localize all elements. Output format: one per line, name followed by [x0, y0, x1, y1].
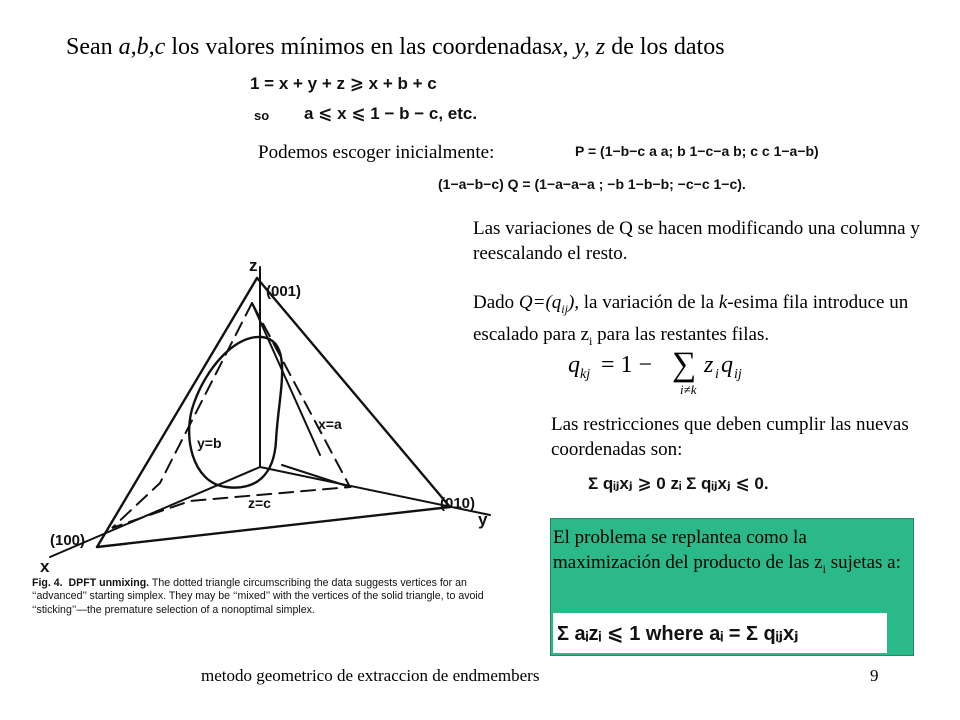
label-vertex-100: (100): [50, 532, 86, 549]
variations-paragraph: Las variaciones de Q se hacen modificando una columna y reescalando el resto.: [473, 218, 920, 264]
label-x-equals-a: x=a: [318, 416, 342, 432]
constraint-equation: Σ aᵢzᵢ ⩽ 1 where aᵢ = Σ qᵢⱼxⱼ: [557, 623, 799, 645]
row-variation-paragraph: Dado $Q=(q_{ij})$, la variación de la k-esima fila introduce un escalado para $z_i$ para las restantes filas.: [473, 292, 909, 348]
label-vertex-001: (001): [266, 283, 302, 300]
formula-q-kj-sub: kj: [580, 367, 591, 382]
dashed-simplex: [112, 303, 350, 528]
label-y-axis: y: [478, 510, 488, 529]
p-matrix-equation: P = (1−b−c a a; b 1−c−a b; c c 1−a−b): [575, 143, 819, 159]
formula-sum-sign: ∑: [672, 346, 697, 383]
edge-z-x: [97, 278, 257, 547]
slide-title: Sean a,b,c los valores mínimos en las coordenadasx, y, z de los datos: [66, 34, 725, 60]
problem-statement-text: El problema se replantea como la maximización del producto de las $z_i$ sujetas a:: [553, 527, 901, 576]
simplex-diagram: [20, 245, 520, 575]
so-label: so: [254, 108, 270, 123]
edge-x-y: [97, 507, 450, 547]
simplex-figure: [20, 245, 520, 580]
slide-footer: metodo geometrico de extraccion de endmembers: [201, 666, 540, 685]
formula-sum-index: i≠k: [680, 382, 697, 397]
rescale-formula-graphic: [568, 341, 768, 399]
formula-z: z: [704, 352, 714, 378]
formula-z-sub: i: [715, 367, 719, 382]
label-z-equals-c: z=c: [248, 495, 271, 511]
rescale-formula: [568, 341, 768, 404]
label-y-equals-b: y=b: [197, 435, 222, 451]
q-matrix-equation: (1−a−b−c) Q = (1−a−a−a ; −b 1−b−b; −c−c 1−c).: [438, 176, 746, 192]
restrictions-paragraph: Las restricciones que deben cumplir las nuevas coordenadas son:: [551, 414, 909, 460]
formula-q-ij-sub: ij: [734, 367, 742, 382]
label-z-axis: z: [249, 256, 258, 275]
label-vertex-010: (010): [440, 495, 476, 512]
formula-q-ij: q: [721, 352, 733, 378]
formula-equals: = 1 −: [595, 352, 659, 378]
equation-range-bound: so a ⩽ x ⩽ 1 − b − c, etc.: [254, 104, 478, 123]
podemos-text: Podemos escoger inicialmente:: [258, 142, 495, 163]
data-cloud: [189, 337, 282, 488]
inner-edge-1: [252, 303, 320, 455]
formula-q-kj: q: [568, 352, 580, 378]
equation-sum-bound: 1 = x + y + z ⩾ x + b + c: [250, 74, 437, 93]
restrictions-equation: Σ qᵢⱼxⱼ ⩾ 0 zᵢ Σ qᵢⱼxⱼ ⩽ 0.: [588, 474, 769, 493]
label-x-axis: x: [40, 557, 50, 575]
figure-caption: Fig. 4. DPFT unmixing. The dotted triangle circumscribing the data suggests vertices for an ‘‘advanced’’ starting simplex. They may be ‘‘mixed’’ with the vertices of the solid triangle, to avoid ‘‘sticking’’—the premature selection of a nonoptimal simplex.: [32, 577, 484, 616]
constraint-equation-panel: [553, 613, 887, 653]
page-number: 9: [870, 666, 879, 685]
